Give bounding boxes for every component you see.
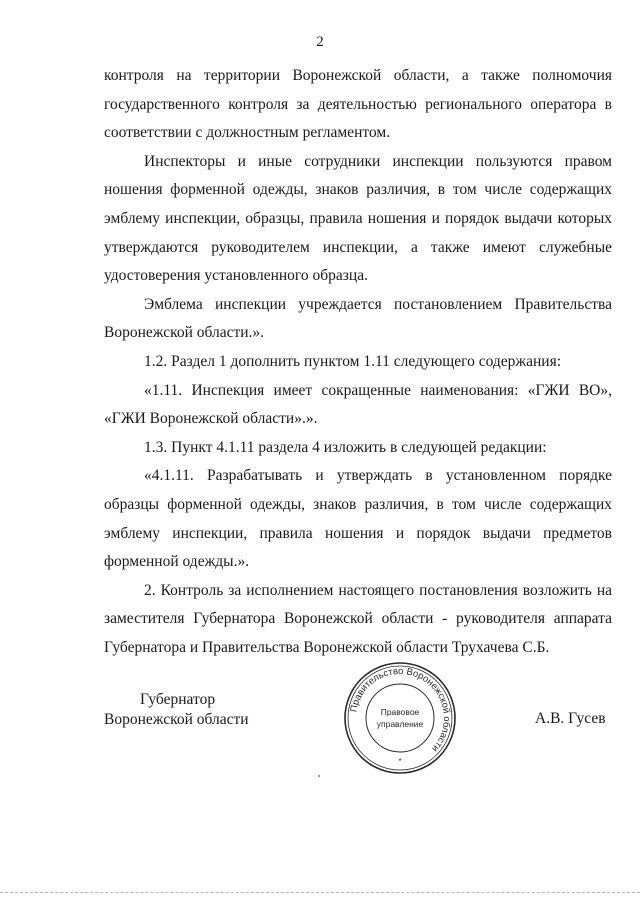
bottom-scan-line <box>0 892 640 893</box>
paragraph-item-1-11: «1.11. Инспекция имеет сокращенные наименования: «ГЖИ ВО», «ГЖИ Воронежской области».». <box>104 381 612 428</box>
signature-title-line2: Воронежской области <box>104 711 249 728</box>
stamp-inner-line1: Правовое <box>380 707 420 717</box>
signature-title <box>104 690 284 730</box>
stamp-outer-text: Правительство Воронежской области <box>348 665 453 754</box>
page-number: 2 <box>316 34 324 50</box>
stamp-star-icon: * <box>398 757 402 766</box>
signature-name: А.В. Гусев <box>535 710 606 727</box>
stamp-inner-line2: управление <box>376 719 424 729</box>
paragraph-item-4-1-11: «4.1.11. Разрабатывать и утверждать в установленном порядке образцы форменной одежды, знаков различия, в том числе содержащих эмблему инспекции, правила ношения и порядок выдачи предметов форменной одежды.». <box>104 467 612 571</box>
paragraph-emblem: Эмблема инспекции учреждается постановлением Правительства Воронежской области.». <box>104 295 612 342</box>
paragraph-continuation: контроля на территории Воронежской области, а также полномочия государственного контроля за деятельностью регионального оператора в соответствии с должностным регламентом. <box>104 67 612 142</box>
document-body <box>104 62 612 662</box>
signature-title-line1: Губернатор <box>140 691 216 708</box>
paragraph-item-1-2: 1.2. Раздел 1 дополнить пунктом 1.11 следующего содержания: <box>144 352 562 370</box>
paragraph-item-1-3: 1.3. Пункт 4.1.11 раздела 4 изложить в следующей редакции: <box>144 438 547 456</box>
official-stamp <box>342 660 458 776</box>
stamp-inner-ring <box>366 684 434 752</box>
paragraph-inspectors: Инспекторы и иные сотрудники инспекции пользуются правом ношения форменной одежды, знаков различия, в том числе содержащих эмблему инспекции, образцы, правила ношения и порядок выдачи которых утверждаются руководителем инспекции, а также имеют служебные удостоверения установленного образца. <box>104 152 612 285</box>
scan-dot <box>318 775 320 777</box>
paragraph-control: 2. Контроль за исполнением настоящего постановления возложить на заместителя Губернатора Воронежской области - руководителя аппарата Губернатора и Правительства Воронежской области Трухачева С.Б. <box>104 581 612 656</box>
